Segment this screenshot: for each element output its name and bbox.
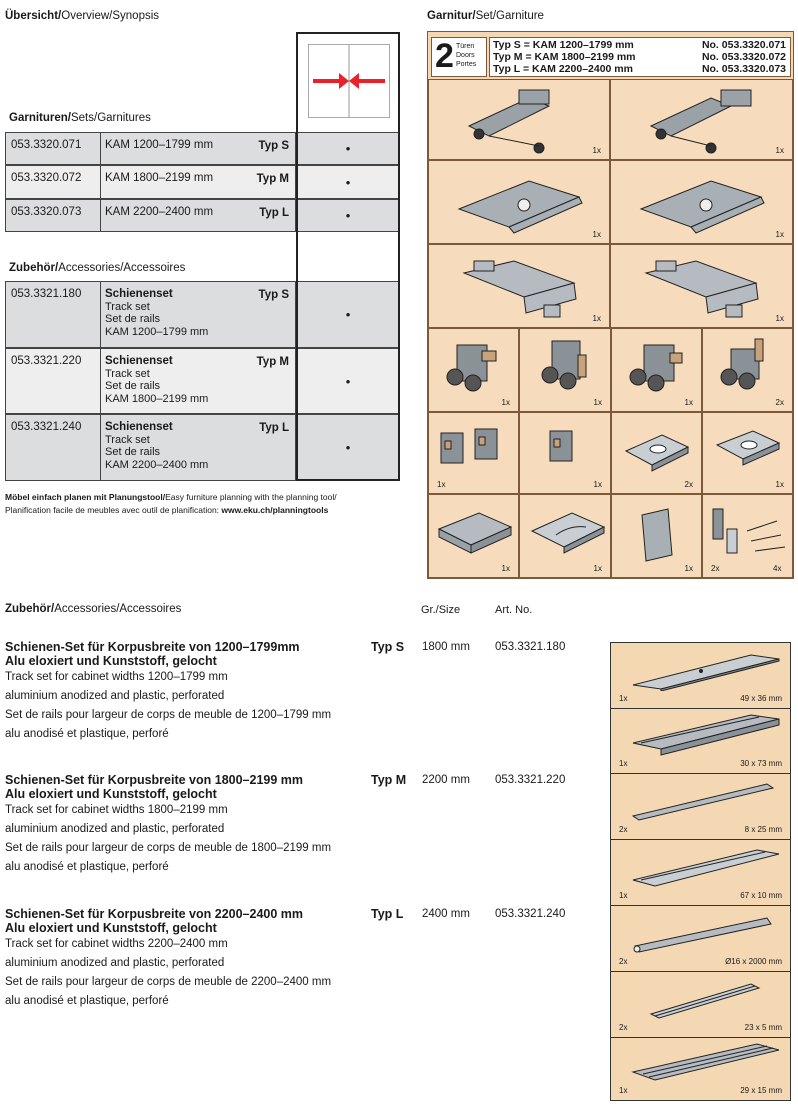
item-title: Schienen-Set für Korpusbreite von 2200–2400 mm <box>5 907 304 921</box>
article-number: 053.3320.073 <box>6 200 101 231</box>
part-cover-tray: 1x <box>428 494 519 578</box>
garnitur-title: Garnitur/Set/Garniture <box>427 10 544 22</box>
set-description: KAM 1800–2199 mm Typ M <box>101 166 296 198</box>
part-end-cap: 1x <box>611 494 702 578</box>
type-label: Typ S <box>371 640 405 654</box>
table-row <box>5 165 400 199</box>
rail-profile: 1x 29 x 15 mm <box>611 1038 790 1100</box>
table-row <box>5 281 400 348</box>
accessory-item: Schienen-Set für Korpusbreite von 1200–1799mm Alu eloxiert und Kunststoff, gelocht Track set for cabinet widths 1200–1799 mm aluminium anodized and plastic, perforated Set de rails pour largeur de corps de meuble de 1200–1799 mm alu anodisé et plastique, perforé Typ S 1800 mm 053.3321.180 <box>5 640 605 744</box>
part-upper-carriage-right: 1x <box>610 79 793 160</box>
part-plate-2: 1x <box>702 412 793 494</box>
type-label: Typ L <box>259 422 289 434</box>
article-number: 053.3321.220 <box>495 774 566 786</box>
availability-dot: • <box>345 373 351 389</box>
part-clip-pair: 1x <box>428 412 519 494</box>
part-stopper: 1x <box>519 494 611 578</box>
availability-dot: • <box>345 440 351 455</box>
type-label: Typ M <box>256 173 289 185</box>
size-value: 1800 mm <box>422 641 470 653</box>
accessory-description: Schienenset Track set Set de rails KAM 1200–1799 mm Typ S <box>101 282 296 347</box>
rail-profile: 2x Ø16 x 2000 mm <box>611 906 790 972</box>
table-row <box>5 414 400 481</box>
part-roller-1: 1x <box>428 328 519 412</box>
type-label: Typ S <box>258 289 289 301</box>
part-lower-guide-right: 1x <box>610 244 793 328</box>
planning-tool-note: Möbel einfach planen mit Planungstool/Easy furniture planning with the planning tool/ Planification facile de meubles avec outil de planification: www.eku.ch/planningtools <box>5 492 337 515</box>
part-bracket-right: 1x <box>610 160 793 244</box>
accessory-item: Schienen-Set für Korpusbreite von 2200–2400 mm Alu eloxiert und Kunststoff, gelocht Track set for cabinet widths 2200–2400 mm aluminium anodized and plastic, perforated Set de rails pour largeur de corps de meuble de 2200–2400 mm alu anodisé et plastique, perforé Typ L 2400 mm 053.3321.240 <box>5 907 605 1011</box>
article-number: 053.3321.220 <box>6 349 101 413</box>
article-number: 053.3321.240 <box>495 908 566 920</box>
item-title: Schienen-Set für Korpusbreite von 1200–1799mm <box>5 640 300 654</box>
garnitur-panel <box>427 31 794 579</box>
availability-dot: • <box>345 141 351 156</box>
table-row <box>5 199 400 232</box>
type-label: Typ M <box>371 773 407 787</box>
availability-dot: • <box>345 307 351 322</box>
accessories-header: Zubehör/Accessories/Accessoires <box>9 262 186 274</box>
type-label: Typ L <box>259 207 289 219</box>
item-title: Schienen-Set für Korpusbreite von 1800–2199 mm <box>5 773 304 787</box>
article-number: 053.3321.240 <box>6 415 101 480</box>
part-plate-1: 2x <box>611 412 702 494</box>
size-value: 2200 mm <box>422 774 470 786</box>
accessory-description: Schienenset Track set Set de rails KAM 2200–2400 mm Typ L <box>101 415 296 480</box>
rail-profile: 2x 8 x 25 mm <box>611 774 790 840</box>
article-number: 053.3321.180 <box>495 641 566 653</box>
part-lower-guide-left: 1x <box>428 244 610 328</box>
item-subtitle: Alu eloxiert und Kunststoff, gelocht <box>5 921 217 935</box>
part-roller-4: 2x <box>702 328 793 412</box>
sets-header: Garnituren/Sets/Garnitures <box>9 112 151 124</box>
size-value: 2400 mm <box>422 908 470 920</box>
rail-profile: 1x 30 x 73 mm <box>611 709 790 774</box>
part-roller-3: 1x <box>611 328 702 412</box>
article-number: 053.3320.071 <box>6 133 101 164</box>
rail-profiles-panel <box>610 642 791 1101</box>
sliding-doors-icon <box>308 44 390 118</box>
part-bracket-left: 1x <box>428 160 610 244</box>
rail-profile: 1x 49 x 36 mm <box>611 643 790 709</box>
part-screws: 4x 2x <box>702 494 793 578</box>
rail-profile: 1x 67 x 10 mm <box>611 840 790 906</box>
doors-badge: 2 Türen Doors Portes <box>431 37 487 77</box>
table-row <box>5 348 400 414</box>
availability-dot: • <box>345 174 351 190</box>
accessories-list-header: Zubehör/Accessories/Accessoires <box>5 603 182 615</box>
table-row <box>5 132 400 165</box>
size-column-header: Gr./Size <box>421 604 461 616</box>
item-subtitle: Alu eloxiert und Kunststoff, gelocht <box>5 787 217 801</box>
type-label: Typ L <box>371 907 404 921</box>
type-list: Typ S = KAM 1200–1799 mm No. 053.3320.071 Typ M = KAM 1800–2199 mm No. 053.3320.072 Typ L = KAM 2200–2400 mm No. 053.3320.073 <box>489 37 791 77</box>
accessory-description: Schienenset Track set Set de rails KAM 1800–2199 mm Typ M <box>101 349 296 413</box>
article-number: 053.3320.072 <box>6 166 101 198</box>
overview-title: Übersicht/Overview/Synopsis <box>5 10 160 22</box>
rail-profile: 2x 23 x 5 mm <box>611 972 790 1038</box>
type-label: Typ S <box>258 140 289 152</box>
planning-tool-link[interactable]: www.eku.ch/planningtools <box>221 505 329 515</box>
set-description: KAM 1200–1799 mm Typ S <box>101 133 296 164</box>
availability-dot: • <box>345 208 351 223</box>
article-number: 053.3321.180 <box>6 282 101 347</box>
type-label: Typ M <box>256 356 289 368</box>
article-column-header: Art. No. <box>495 604 533 616</box>
item-subtitle: Alu eloxiert und Kunststoff, gelocht <box>5 654 217 668</box>
part-roller-2: 1x <box>519 328 611 412</box>
part-upper-carriage-left: 1x <box>428 79 610 160</box>
accessory-item: Schienen-Set für Korpusbreite von 1800–2199 mm Alu eloxiert und Kunststoff, gelocht Track set for cabinet widths 1800–2199 mm aluminium anodized and plastic, perforated Set de rails pour largeur de corps de meuble de 1800–2199 mm alu anodisé et plastique, perforé Typ M 2200 mm 053.3321.220 <box>5 773 605 877</box>
set-description: KAM 2200–2400 mm Typ L <box>101 200 296 231</box>
part-clip-single: 1x <box>519 412 611 494</box>
garnitur-header <box>428 32 793 80</box>
